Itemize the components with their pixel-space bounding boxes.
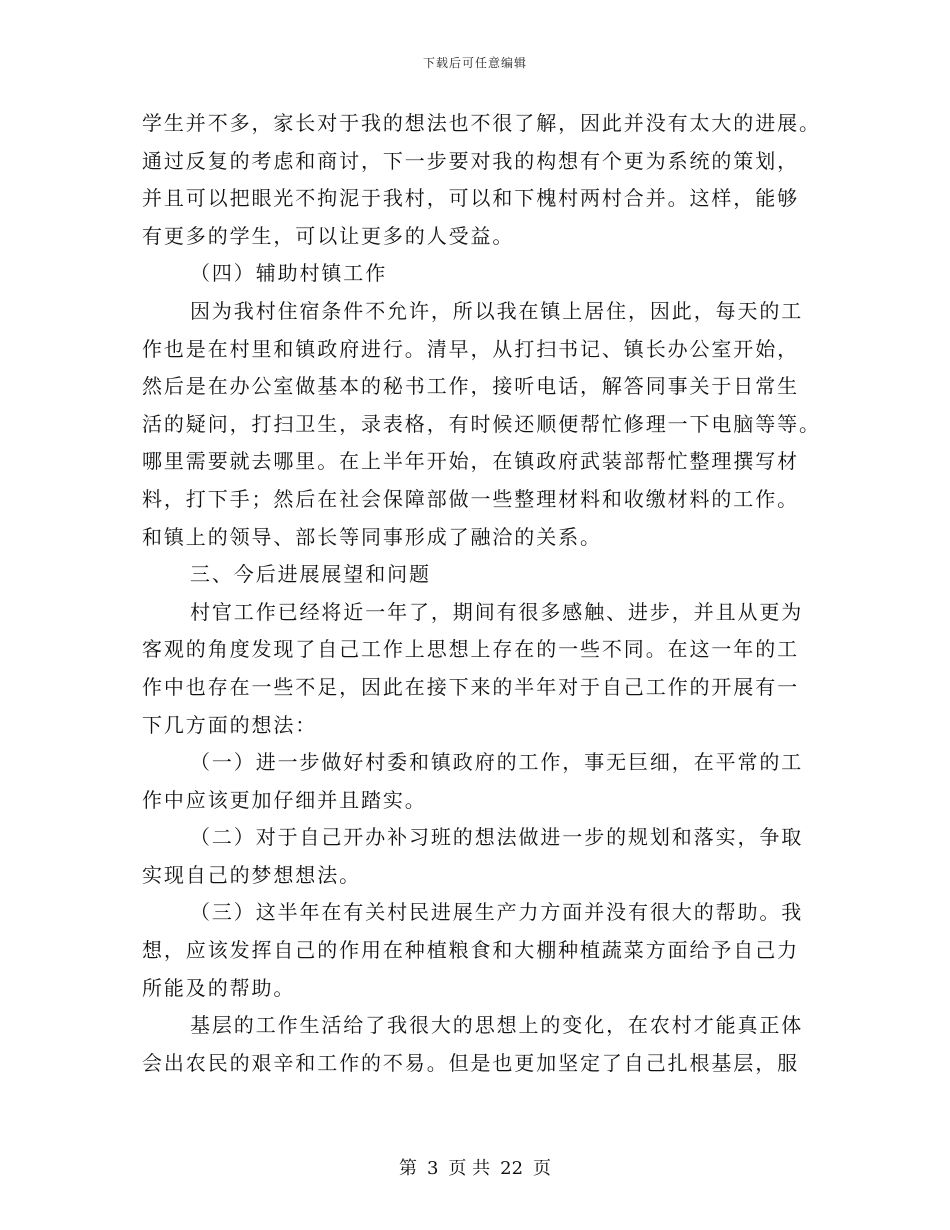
text-line: 通过反复的考虑和商讨，下一步要对我的构想有个更为系统的策划， xyxy=(142,148,799,173)
text-line: 学生并不多，家长对于我的想法也不很了解，因此并没有太大的进展。 xyxy=(142,111,821,135)
text-line: 然后是在办公室做基本的秘书工作，接听电话，解答同事关于日常生 xyxy=(142,374,799,399)
text-line: 三、今后进展展望和问题 xyxy=(190,562,431,587)
text-line: 有更多的学生，可以让更多的人受益。 xyxy=(142,223,515,248)
footer-total-pages: 22 xyxy=(500,1158,524,1179)
text-line: （四）辅助村镇工作 xyxy=(190,261,388,286)
text-line: 所能及的帮助。 xyxy=(142,975,296,1000)
document-body xyxy=(142,105,821,1082)
text-line: （二）对于自己开办补习班的想法做进一步的规划和落实，争取 xyxy=(190,825,804,850)
footer-middle: 页 共 xyxy=(448,1158,491,1179)
text-line: 哪里需要就去哪里。在上半年开始，在镇政府武装部帮忙整理撰写材 xyxy=(142,449,799,474)
text-line: 客观的角度发现了自己工作上思想上存在的一些不同。在这一年的工 xyxy=(142,637,799,662)
text-line: 作中应该更加仔细并且踏实。 xyxy=(142,787,427,812)
text-line: 基层的工作生活给了我很大的思想上的变化，在农村才能真正体 xyxy=(190,1013,804,1038)
text-line: 作中也存在一些不足，因此在接下来的半年对于自己工作的开展有一 xyxy=(142,674,799,699)
text-line: 因为我村住宿条件不允许，所以我在镇上居住，因此，每天的工 xyxy=(190,298,804,323)
footer-prefix: 第 xyxy=(398,1158,417,1179)
text-line: 和镇上的领导、部长等同事形成了融洽的关系。 xyxy=(142,524,602,549)
text-line: 料，打下手；然后在社会保障部做一些整理材料和收缴材料的工作。 xyxy=(142,486,799,511)
text-line: （三）这半年在有关村民进展生产力方面并没有很大的帮助。我 xyxy=(190,900,804,925)
text-line: 下几方面的想法： xyxy=(142,712,318,737)
text-line: （一）进一步做好村委和镇政府的工作，事无巨细，在平常的工 xyxy=(190,750,804,775)
text-line: 会出农民的艰辛和工作的不易。但是也更加坚定了自己扎根基层，服 xyxy=(142,1050,799,1075)
page-footer xyxy=(0,1154,950,1180)
footer-suffix: 页 xyxy=(533,1158,552,1179)
text-line: 并且可以把眼光不拘泥于我村，可以和下槐村两村合并。这样，能够 xyxy=(142,186,799,211)
page-header: 下载后可任意编辑 xyxy=(422,56,527,70)
text-line: 想，应该发挥自己的作用在种植粮食和大棚种植蔬菜方面给予自己力 xyxy=(142,938,799,963)
footer-page-number: 3 xyxy=(426,1158,439,1179)
text-line: 实现自己的梦想想法。 xyxy=(142,862,361,887)
text-line: 作也是在村里和镇政府进行。清早，从打扫书记、镇长办公室开始， xyxy=(142,336,799,361)
text-line: 活的疑问，打扫卫生，录表格，有时候还顺便帮忙修理一下电脑等等。 xyxy=(142,411,821,436)
text-line: 村官工作已经将近一年了，期间有很多感触、进步，并且从更为 xyxy=(190,599,804,624)
